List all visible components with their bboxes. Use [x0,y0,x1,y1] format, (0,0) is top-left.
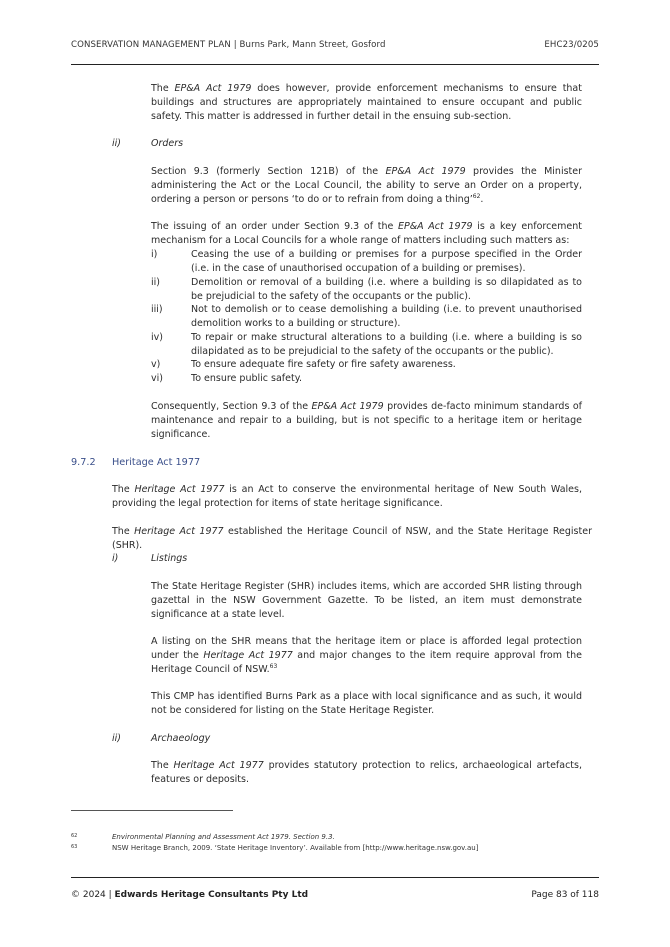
subsection-title-orders: Orders [151,138,184,149]
footnote-mark: 62 [71,833,78,839]
paragraph-section-9-3: Section 9.3 (formerly Section 121B) of the EP&A Act 1979 provides the Minister administering the Act or the Local Council, the ability to serve an Order on a property, ordering a person or persons ‘to do or to refrain from doing a thing’$^{62}$. [151,166,583,205]
copyright-line: © 2024 | Edwards Heritage Consultants Pty Ltd [71,890,309,900]
paragraph-ep-act-enforcement: The EP&A Act 1979 does however, provide enforcement mechanisms to ensure that buildings and structures are appropriately maintained to ensure occupant and public safety. This matter is addressed in further detail in the ensuing sub-section. [151,83,582,122]
subsection-number: ii) [112,138,121,149]
subsection-title-archaeology: Archaeology [151,733,211,744]
paragraph-shr-protection: A listing on the SHR means that the heritage item or place is afforded legal protection under the Heritage Act 1977 and major changes to the item require approval from the Heritage Council of NSW.$^{63}$ [151,636,583,675]
paragraph-local-significance: This CMP has identified Burns Park as a place with local significance and as such, it would not be considered for listing on the State Heritage Register. [151,691,582,716]
paragraph-archaeology: The Heritage Act 1977 provides statutory protection to relics, archaeological artefacts, features or deposits. [151,760,582,785]
paragraph-shr-listing: The State Heritage Register (SHR) includes items, which are accorded SHR listing through gazettal in the NSW Government Gazette. To be listed, an item must demonstrate significance at a state level. [151,581,582,620]
section-heading: Heritage Act 1977 [112,457,201,468]
section-number: 9.7.2 [71,457,96,468]
document-reference: EHC23/0205 [544,40,599,50]
footnote-text: NSW Heritage Branch, 2009. ‘State Heritage Inventory’. Available from [http://www.heritage.nsw.gov.au] [112,844,479,852]
paragraph-heritage-act-intro: The Heritage Act 1977 is an Act to conserve the environmental heritage of New South Wales, providing the legal protection for items of state heritage significance. [112,484,582,509]
document-title: CONSERVATION MANAGEMENT PLAN | Burns Park, Mann Street, Gosford [71,40,386,50]
footnote-mark: 63 [71,844,78,850]
footer-rule [71,877,599,878]
footnote-separator [71,810,233,811]
company-name: Edwards Heritage Consultants Pty Ltd [114,890,309,900]
subsection-number: ii) [112,733,121,744]
footnote-ref-63[interactable]: 63 [269,662,278,670]
subsection-number: i) [112,553,119,564]
paragraph-consequently: Consequently, Section 9.3 of the EP&A Act 1979 provides de-facto minimum standards of maintenance and repair to a building, but is not specific to a heritage item or heritage significance. [151,401,583,440]
header-rule [71,64,599,65]
paragraph-order-issuing: The issuing of an order under Section 9.3 of the EP&A Act 1979 is a key enforcement mechanism for a Local Councils for a whole range of matters including such matters as: [151,221,582,246]
subsection-title-listings: Listings [151,553,188,564]
paragraph-heritage-council: The Heritage Act 1977 established the Heritage Council of NSW, and the State Heritage Register (SHR). [112,526,592,551]
page-number: Page 83 of 118 [531,890,599,900]
footnote-ref-62[interactable]: 62 [472,192,481,200]
footnote-text: Environmental Planning and Assessment Act 1979. Section 9.3. [112,833,335,841]
